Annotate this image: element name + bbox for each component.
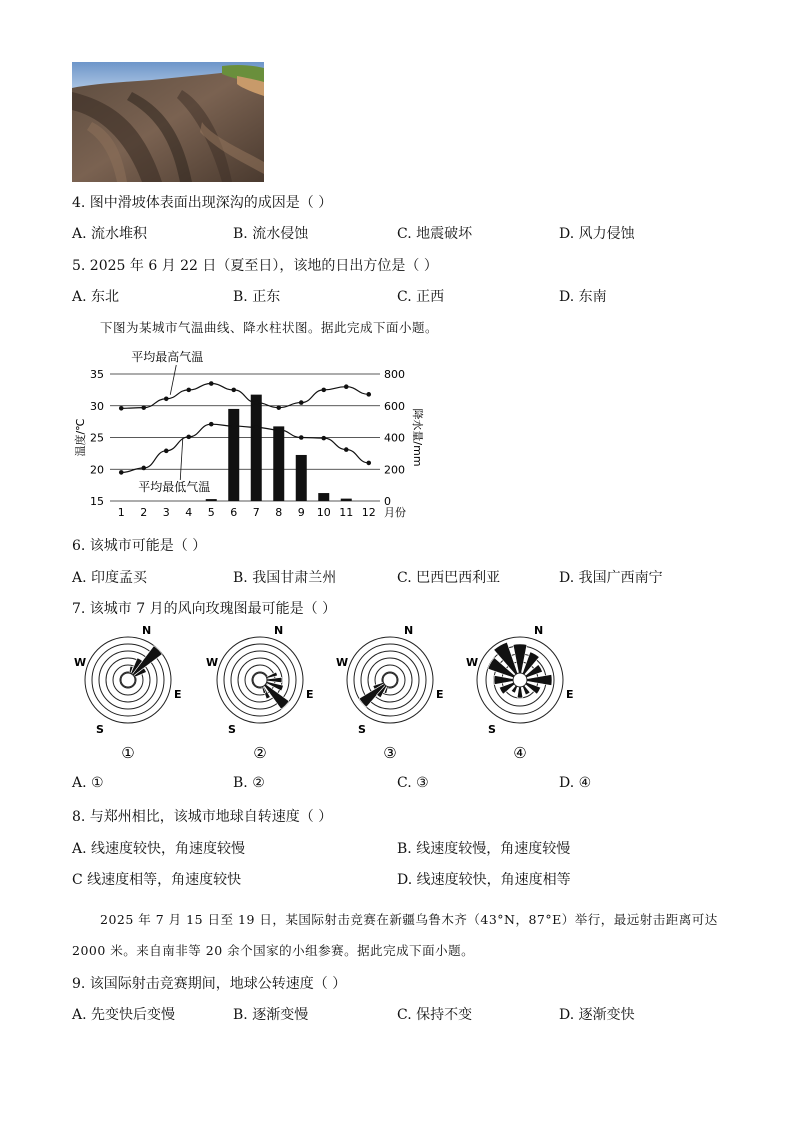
temp-point bbox=[209, 422, 214, 427]
wind-rose-4 bbox=[466, 624, 574, 762]
east-label: E bbox=[174, 688, 182, 701]
x-tick-label: 1 bbox=[117, 506, 125, 519]
right-tick-label: 200 bbox=[384, 463, 405, 477]
q4-option-d: D. 风力侵蚀 bbox=[559, 226, 635, 242]
q5-option-d: D. 东南 bbox=[559, 289, 607, 305]
q9-option-d: D. 逐渐变快 bbox=[559, 1007, 635, 1023]
north-label: N bbox=[142, 624, 152, 637]
min-temp-line bbox=[121, 424, 369, 472]
south-label: S bbox=[488, 723, 496, 736]
temp-point bbox=[141, 405, 146, 410]
temp-point bbox=[119, 470, 124, 475]
q8-option-c: C 线速度相等，角速度较快 bbox=[72, 872, 242, 888]
south-label: S bbox=[358, 723, 366, 736]
west-label: W bbox=[74, 656, 87, 669]
west-label: W bbox=[336, 656, 349, 669]
left-axis-label: 温度/℃ bbox=[74, 418, 87, 457]
temp-point bbox=[344, 384, 349, 389]
rose-center bbox=[513, 673, 527, 687]
temp-point bbox=[344, 447, 349, 452]
rose-number: ④ bbox=[513, 744, 527, 762]
right-tick-label: 800 bbox=[384, 368, 405, 381]
temp-point bbox=[366, 392, 371, 397]
q7-option-d: D. ④ bbox=[559, 775, 592, 791]
left-tick-label: 20 bbox=[90, 463, 104, 477]
x-tick-label: 4 bbox=[185, 506, 193, 519]
q9-option-b: B. 逐渐变慢 bbox=[233, 1007, 309, 1023]
q5-option-b: B. 正东 bbox=[233, 289, 281, 305]
temp-point bbox=[231, 388, 236, 393]
q9-option-c: C. 保持不变 bbox=[397, 1007, 473, 1023]
temp-point bbox=[164, 396, 169, 401]
precip-bar bbox=[273, 426, 284, 501]
climate-chart bbox=[70, 345, 430, 525]
wind-rose-figures bbox=[70, 622, 590, 767]
q7-option-a: A. ① bbox=[72, 775, 104, 791]
q4-option-a: A. 流水堆积 bbox=[72, 226, 148, 242]
temp-point bbox=[276, 405, 281, 410]
left-tick-label: 30 bbox=[90, 399, 104, 413]
temp-point bbox=[186, 388, 191, 393]
q6-stem: 6. 该城市可能是（ ） bbox=[72, 538, 207, 554]
temp-point bbox=[321, 388, 326, 393]
q6-option-a: A. 印度孟买 bbox=[72, 570, 148, 586]
x-tick-label: 12 bbox=[361, 506, 376, 519]
x-tick-label: 7 bbox=[252, 506, 260, 519]
q7-option-b: B. ② bbox=[233, 775, 265, 791]
temp-point bbox=[164, 449, 169, 454]
temp-point bbox=[186, 435, 191, 440]
precip-bar bbox=[318, 493, 329, 501]
q4-option-b: B. 流水侵蚀 bbox=[233, 226, 309, 242]
precip-bar bbox=[251, 395, 262, 501]
q5-option-a: A. 东北 bbox=[72, 289, 120, 305]
x-tick-label: 8 bbox=[275, 506, 283, 519]
temp-point bbox=[254, 425, 259, 430]
q7-stem: 7. 该城市 7 月的风向玫瑰图最可能是（ ） bbox=[72, 601, 337, 617]
rose-number: ① bbox=[121, 744, 135, 762]
rose-number: ② bbox=[253, 744, 267, 762]
right-axis-label: 降水量/mm bbox=[411, 408, 424, 467]
south-label: S bbox=[96, 723, 104, 736]
q5-stem: 5. 2025 年 6 月 22 日（夏至日），该地的日出方位是（ ） bbox=[72, 258, 438, 274]
q6-option-b: B. 我国甘肃兰州 bbox=[233, 570, 337, 586]
precip-bar bbox=[341, 499, 352, 501]
left-tick-label: 15 bbox=[90, 495, 104, 508]
x-tick-label: 10 bbox=[316, 506, 331, 519]
temp-point bbox=[321, 436, 326, 441]
rose-center bbox=[253, 673, 267, 687]
intro-shooting-line2: 2000 米。来自南非等 20 余个国家的小组参赛。据此完成下面小题。 bbox=[72, 943, 475, 958]
east-label: E bbox=[566, 688, 574, 701]
temp-point bbox=[141, 466, 146, 471]
q8-option-d: D. 线速度较快，角速度相等 bbox=[397, 872, 571, 888]
right-tick-label: 400 bbox=[384, 431, 405, 445]
q8-option-b: B. 线速度较慢，角速度较慢 bbox=[397, 841, 571, 857]
q7-option-c: C. ③ bbox=[397, 775, 429, 791]
left-tick-label: 25 bbox=[90, 431, 104, 445]
rose-center bbox=[383, 673, 397, 687]
precip-bar bbox=[228, 409, 239, 501]
temp-point bbox=[299, 435, 304, 440]
west-label: W bbox=[206, 656, 219, 669]
rose-center bbox=[121, 673, 135, 687]
q6-option-c: C. 巴西巴西利亚 bbox=[397, 570, 501, 586]
q4-stem: 4. 图中滑坡体表面出现深沟的成因是（ ） bbox=[72, 195, 333, 211]
precip-bar bbox=[296, 455, 307, 501]
east-label: E bbox=[436, 688, 444, 701]
min-temp-leader bbox=[180, 439, 183, 480]
east-label: E bbox=[306, 688, 314, 701]
precip-bar bbox=[206, 499, 217, 501]
q8-stem: 8. 与郑州相比，该城市地球自转速度（ ） bbox=[72, 809, 333, 825]
x-tick-label: 9 bbox=[297, 506, 305, 519]
max-temp-line bbox=[121, 384, 369, 409]
temp-point bbox=[366, 461, 371, 466]
temp-point bbox=[254, 400, 259, 405]
wind-rose-2 bbox=[206, 624, 314, 762]
north-label: N bbox=[404, 624, 414, 637]
x-unit-label: 月份 bbox=[384, 506, 406, 519]
intro-climate-chart: 下图为某城市气温曲线、降水柱状图。据此完成下面小题。 bbox=[100, 320, 439, 335]
x-tick-label: 11 bbox=[339, 506, 354, 519]
q5-option-c: C. 正西 bbox=[397, 289, 445, 305]
west-label: W bbox=[466, 656, 479, 669]
north-label: N bbox=[274, 624, 284, 637]
temp-point bbox=[276, 428, 281, 433]
north-label: N bbox=[534, 624, 544, 637]
right-tick-label: 0 bbox=[384, 495, 391, 508]
intro-shooting-line1: 2025 年 7 月 15 日至 19 日，某国际射击竞赛在新疆乌鲁木齐（43°N，87°E）举行，最远射击距离可达 bbox=[100, 912, 718, 927]
q6-option-d: D. 我国广西南宁 bbox=[559, 570, 663, 586]
right-tick-label: 600 bbox=[384, 399, 405, 413]
x-tick-label: 2 bbox=[140, 506, 148, 519]
x-tick-label: 3 bbox=[162, 506, 170, 519]
x-tick-label: 6 bbox=[230, 506, 238, 519]
landslide-photo bbox=[72, 62, 264, 182]
temp-point bbox=[209, 381, 214, 386]
max-temp-leader bbox=[170, 365, 176, 395]
temp-point bbox=[119, 406, 124, 411]
temp-point bbox=[299, 400, 304, 405]
q8-option-a: A. 线速度较快，角速度较慢 bbox=[72, 841, 246, 857]
q9-option-a: A. 先变快后变慢 bbox=[72, 1007, 176, 1023]
wind-rose-1 bbox=[74, 624, 182, 762]
min-temp-label: 平均最低气温 bbox=[138, 480, 211, 494]
south-label: S bbox=[228, 723, 236, 736]
wind-rose-3 bbox=[336, 624, 444, 762]
q9-stem: 9. 该国际射击竞赛期间，地球公转速度（ ） bbox=[72, 976, 347, 992]
q4-option-c: C. 地震破坏 bbox=[397, 226, 473, 242]
x-tick-label: 5 bbox=[207, 506, 215, 519]
temp-point bbox=[231, 424, 236, 429]
left-tick-label: 35 bbox=[90, 368, 104, 381]
rose-number: ③ bbox=[383, 744, 397, 762]
max-temp-label: 平均最高气温 bbox=[131, 350, 204, 364]
